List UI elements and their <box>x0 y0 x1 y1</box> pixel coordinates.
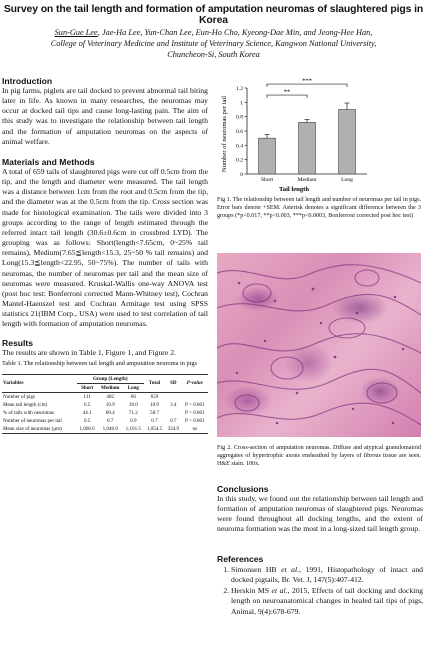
col-p-value: P-value <box>182 374 208 392</box>
cell: ns <box>182 425 208 434</box>
table-row <box>2 425 208 434</box>
figure-1-caption: Fig 1. The relationship between tail length and number of neuromas per tail in pigs. Error bars denote +SEM. Asterisk denotes a significant difference between the 3 groups (*p<0.017, **p<0.003, ***p<0.0003, Bonferroni corrected post hoc test) <box>217 197 421 220</box>
cell <box>182 392 208 401</box>
cell: 10.9 <box>105 401 115 408</box>
cell: 6.5 <box>83 401 91 408</box>
histology-texture <box>217 253 421 437</box>
cell: 0.7 <box>107 417 114 424</box>
methods-heading: Materials and Methods <box>2 156 95 167</box>
row-label: Mean tail length (cm) <box>3 401 48 408</box>
row-label: Number of neuromas per tail <box>3 417 62 424</box>
poster-title: Survey on the tail length and formation of amputation neuromas of slaughtered pigs in Korea <box>3 4 424 26</box>
col-short: Short <box>77 383 98 392</box>
right-column <box>215 76 423 646</box>
col-sd: SD <box>165 374 182 392</box>
y-tick-label: 0.6 <box>236 129 243 135</box>
results-heading: Results <box>2 338 34 349</box>
results-table <box>2 374 208 434</box>
cell: 0.5 <box>83 417 91 424</box>
reference-etal: et al <box>271 586 286 596</box>
significance-label: ** <box>283 88 291 96</box>
reference-detail: ., 1991, Histopathology of intact and docked pigtails, Br. Vet. J, 147(5):407-412. <box>231 565 424 585</box>
references-list <box>217 565 423 617</box>
table-row <box>2 401 208 409</box>
reference-item <box>231 565 423 585</box>
cell: P < 0.001 <box>185 417 205 424</box>
cell: 66 <box>130 393 136 400</box>
reference-authors: Simonsen HB <box>231 565 282 574</box>
reference-item <box>231 586 423 616</box>
col-long: Long <box>123 383 144 392</box>
row-label: Number of pigs <box>3 393 35 400</box>
cell: 10.9 <box>150 401 159 408</box>
col-variables: Variables <box>2 374 77 392</box>
row-label: % of tails with neuromas <box>3 409 54 416</box>
conclusions-heading: Conclusions <box>217 484 269 494</box>
left-column <box>2 76 208 434</box>
reference-detail: ., 2015, Effects of tail docking and docking length on neuroanatomical changes in healed tail tips of pigs, Animal, 9(4):678-679. <box>231 586 423 616</box>
cell: 60.4 <box>105 409 115 416</box>
cell: 44.1 <box>82 409 92 416</box>
y-tick-label: 1 <box>240 100 243 107</box>
y-tick-label: 0 <box>240 172 243 178</box>
col-medium: Medium <box>98 383 123 392</box>
cell: 482 <box>106 393 115 400</box>
bar-long <box>339 110 356 175</box>
row-label: Mean size of neuromas (μm) <box>2 425 77 434</box>
y-tick-label: 0.4 <box>236 143 243 150</box>
y-tick-label: 0.8 <box>236 114 243 121</box>
figure-2-caption: Fig 2. Cross-section of amputation neuromas. Diffuse and atypical granulomatoid aggregates of hypertrophic axons ensheathed by layers of fibrous tissue are seen. H&E stain. 100x. <box>217 445 421 468</box>
y-tick-label: 1.2 <box>236 86 243 92</box>
author-line <box>0 27 427 38</box>
methods-text: A total of 659 tails of slaughtered pigs were cut off 0.5cm from the tip, and the length and diameter were measured. The tail length was a distance between 1cm from the root and 0.5cm from the tip, and the diameter was at the 0.5cm from the tip. Cross section was made for histological examination. The tails were divided into 3 groups according to the range of length estimated through the referred intact tail length (30.6±0.6cm in crossbred LYD). The grouping was as follows: Short(length<7.65cm, 0~25% tail remains), Medium(7.65≦length<15.3, 25~50 % tail remains) and Long(15.3≦length<22.95, 50~75%). The number of tails with neuromas, the number of neuromas per tail and the mean size of neuromas were measured. Kruskal-Wallis one-way ANOVA test (post hoc test: Bonferroni corrected Mann-Whitney test), Cochran Mantel-Haenszel test and Cochran Armitage test using SPSS statistics 21(IBM Corp., USA) were used to test correlation of tail length with formation of amputation neuromas. <box>2 166 208 329</box>
cell: 1,054.5 <box>144 425 165 434</box>
cell: P < 0.001 <box>185 409 205 416</box>
cell: 18.0 <box>128 401 138 408</box>
y-tick-label: 0.2 <box>236 157 243 164</box>
chart-x-axis-label: Tail length <box>279 186 309 193</box>
cell: 659 <box>150 393 159 400</box>
introduction-heading: Introduction <box>2 76 53 86</box>
references-heading: References <box>217 554 264 564</box>
affiliation-line-1: College of Veterinary Medicine and Institute of Veterinary Science, Kangwon National University, <box>50 39 377 48</box>
introduction-text: In pig farms, piglets are tail docked to prevent abnormal tail biting later in life. As known in many researches, the neuromas may occur at docked tail tips and cause long-lasting pain. The aim of this study was to investigate the relationship between tail length and the formation of amputation neuromas on the aspects of animal welfare. <box>2 86 208 146</box>
cell: 0.9 <box>130 417 137 424</box>
table-row <box>2 417 208 425</box>
references-section <box>217 554 423 617</box>
x-tick-label: Long <box>341 177 353 183</box>
conclusions-text: In this study, we found out the relationship between tail length and formation of amputation neuromas of slaughtered pigs. Neuromas were found throughout all docking lengths, and the extent of neuroma formation was the most in a long-sized tail length group. <box>217 494 423 534</box>
reference-etal: et al <box>281 565 298 574</box>
reference-authors: Herskin MS <box>231 586 272 596</box>
x-tick-label: Short <box>260 177 274 183</box>
chart-y-axis-label: Number of neuromas per tail <box>221 95 228 173</box>
cell: 111 <box>83 393 91 400</box>
bar-medium <box>299 122 316 174</box>
cell <box>165 409 182 417</box>
lead-author: Sun-Gue Lee <box>54 28 98 37</box>
author-block <box>0 27 427 60</box>
x-tick-label: Medium <box>297 177 317 183</box>
cell: 0.7 <box>151 417 158 424</box>
cell: 71.2 <box>128 409 138 416</box>
cell: 3.4 <box>170 401 177 408</box>
table-row <box>2 392 208 401</box>
cell: 1,101.5 <box>123 425 144 434</box>
neuroma-bar-chart <box>215 77 423 194</box>
table-body <box>2 392 208 433</box>
cell: 0.7 <box>170 417 177 424</box>
significance-label: *** <box>302 77 312 85</box>
cell <box>165 392 182 401</box>
col-total: Total <box>144 374 165 392</box>
conclusions-section <box>217 484 423 535</box>
table-caption: Table 1. The relationship between tail length and amputation neuroma in pigs <box>2 359 197 367</box>
cell: 334.9 <box>165 425 182 434</box>
co-authors: , Jae-Ha Lee, Yun-Chan Lee, Eun-Ho Cho, Kyeong-Dae Min, and Jeong-Hee Han, <box>97 28 373 37</box>
histology-image <box>217 253 421 437</box>
cell: P < 0.001 <box>185 401 205 408</box>
affiliation-line-2: Chuncheon-Si, South Korea <box>167 50 260 59</box>
results-text: The results are shown in Table 1, Figure 1, and Figure 2. <box>2 348 176 358</box>
table-row <box>2 409 208 417</box>
bar-short <box>259 138 276 174</box>
cell: 1,046.0 <box>98 425 123 434</box>
cell: 58.7 <box>150 409 159 416</box>
col-group: Group (Length) <box>77 374 144 383</box>
cell: 1,060.6 <box>77 425 98 434</box>
